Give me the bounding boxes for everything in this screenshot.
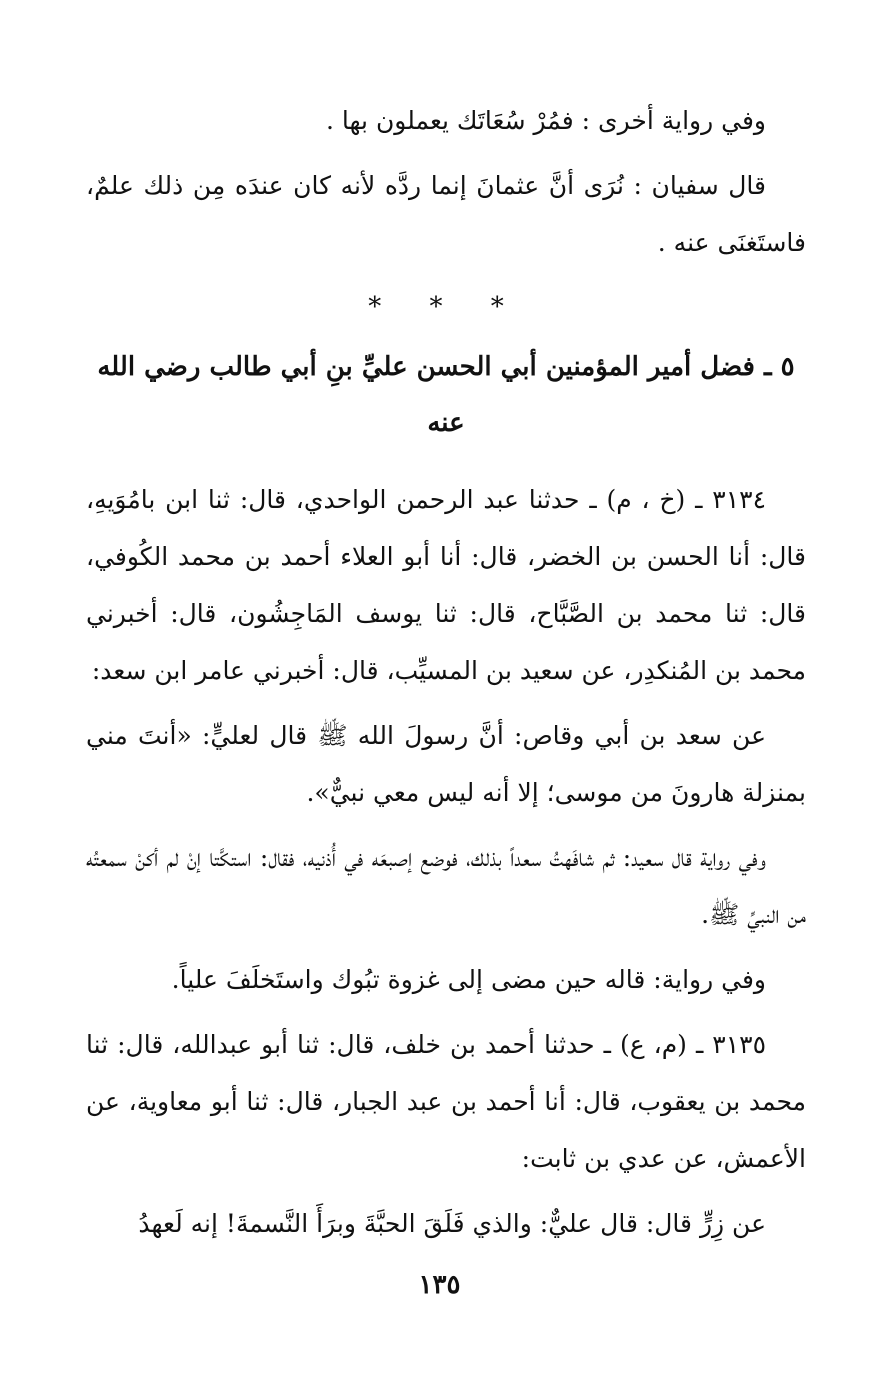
page-number: ١٣٥: [418, 1270, 461, 1300]
section-separator: * * *: [368, 292, 524, 322]
hadith-3134-isnad: ٣١٣٤ ـ (خ ، م) ـ حدثنا عبد الرحمن الواحدي، قال: ثنا ابن بامُوَيهِ، قال: أنا الحسن بن الخضر، قال: أنا أبو العلاء أحمد بن محمد الكُوفي، قال: ثنا محمد بن الصَّبَّاح، قال: ثنا يوسف المَاجِشُون، قال: أخبرني محمد بن المُنكدِر، عن سعيد بن المسيِّب، قال: أخبرني عامر ابن سعد:: [86, 485, 806, 685]
hadith-3134-riwaya-2: وفي رواية: قاله حين مضى إلى غزوة تبُوك واستَخلَفَ علياً.: [171, 965, 766, 994]
section-heading: ٥ ـ فضل أمير المؤمنين أبي الحسن عليِّ بنِ أبي طالب رضي الله عنه: [97, 352, 795, 438]
paragraph-qala-sufyan: قال سفيان : نُرَى أنَّ عثمانَ إنما ردَّه لأنه كان عندَه مِن ذلك علمٌ، فاستَغنَى عنه .: [86, 171, 806, 257]
hadith-3134-riwaya-1: وفي رواية قال سعيد: ثم شافَهتُ سعداً بذلك، فوضع إصبعَه في أُذنيه، فقال: استكَّتا إنْ لم أكنْ سمعتُه من النبيِّ ﷺ.: [86, 843, 806, 929]
paragraph-riwaya-ukhra: وفي رواية أخرى : فمُرْ سُعَاتَك يعملون بها .: [326, 106, 766, 135]
hadith-3135-isnad: ٣١٣٥ ـ (م، ع) ـ حدثنا أحمد بن خلف، قال: ثنا أبو عبدالله، قال: ثنا محمد بن يعقوب، قال: أنا أحمد بن عبد الجبار، قال: ثنا أبو معاوية، عن الأعمش، عن عدي بن ثابت:: [86, 1030, 806, 1173]
hadith-3135-matn: عن زِرٍّ قال: قال عليٌّ: والذي فَلَقَ الحبَّةَ وبرَأَ النَّسمةَ! إنه لَعهدُ: [138, 1209, 766, 1238]
hadith-3134-matn: عن سعد بن أبي وقاص: أنَّ رسولَ الله ﷺ قال لعليٍّ: «أنتَ مني بمنزلة هارونَ من موسى؛ إلا أنه ليس معي نبيٌّ».: [86, 721, 806, 807]
page-body: [86, 92, 806, 1260]
